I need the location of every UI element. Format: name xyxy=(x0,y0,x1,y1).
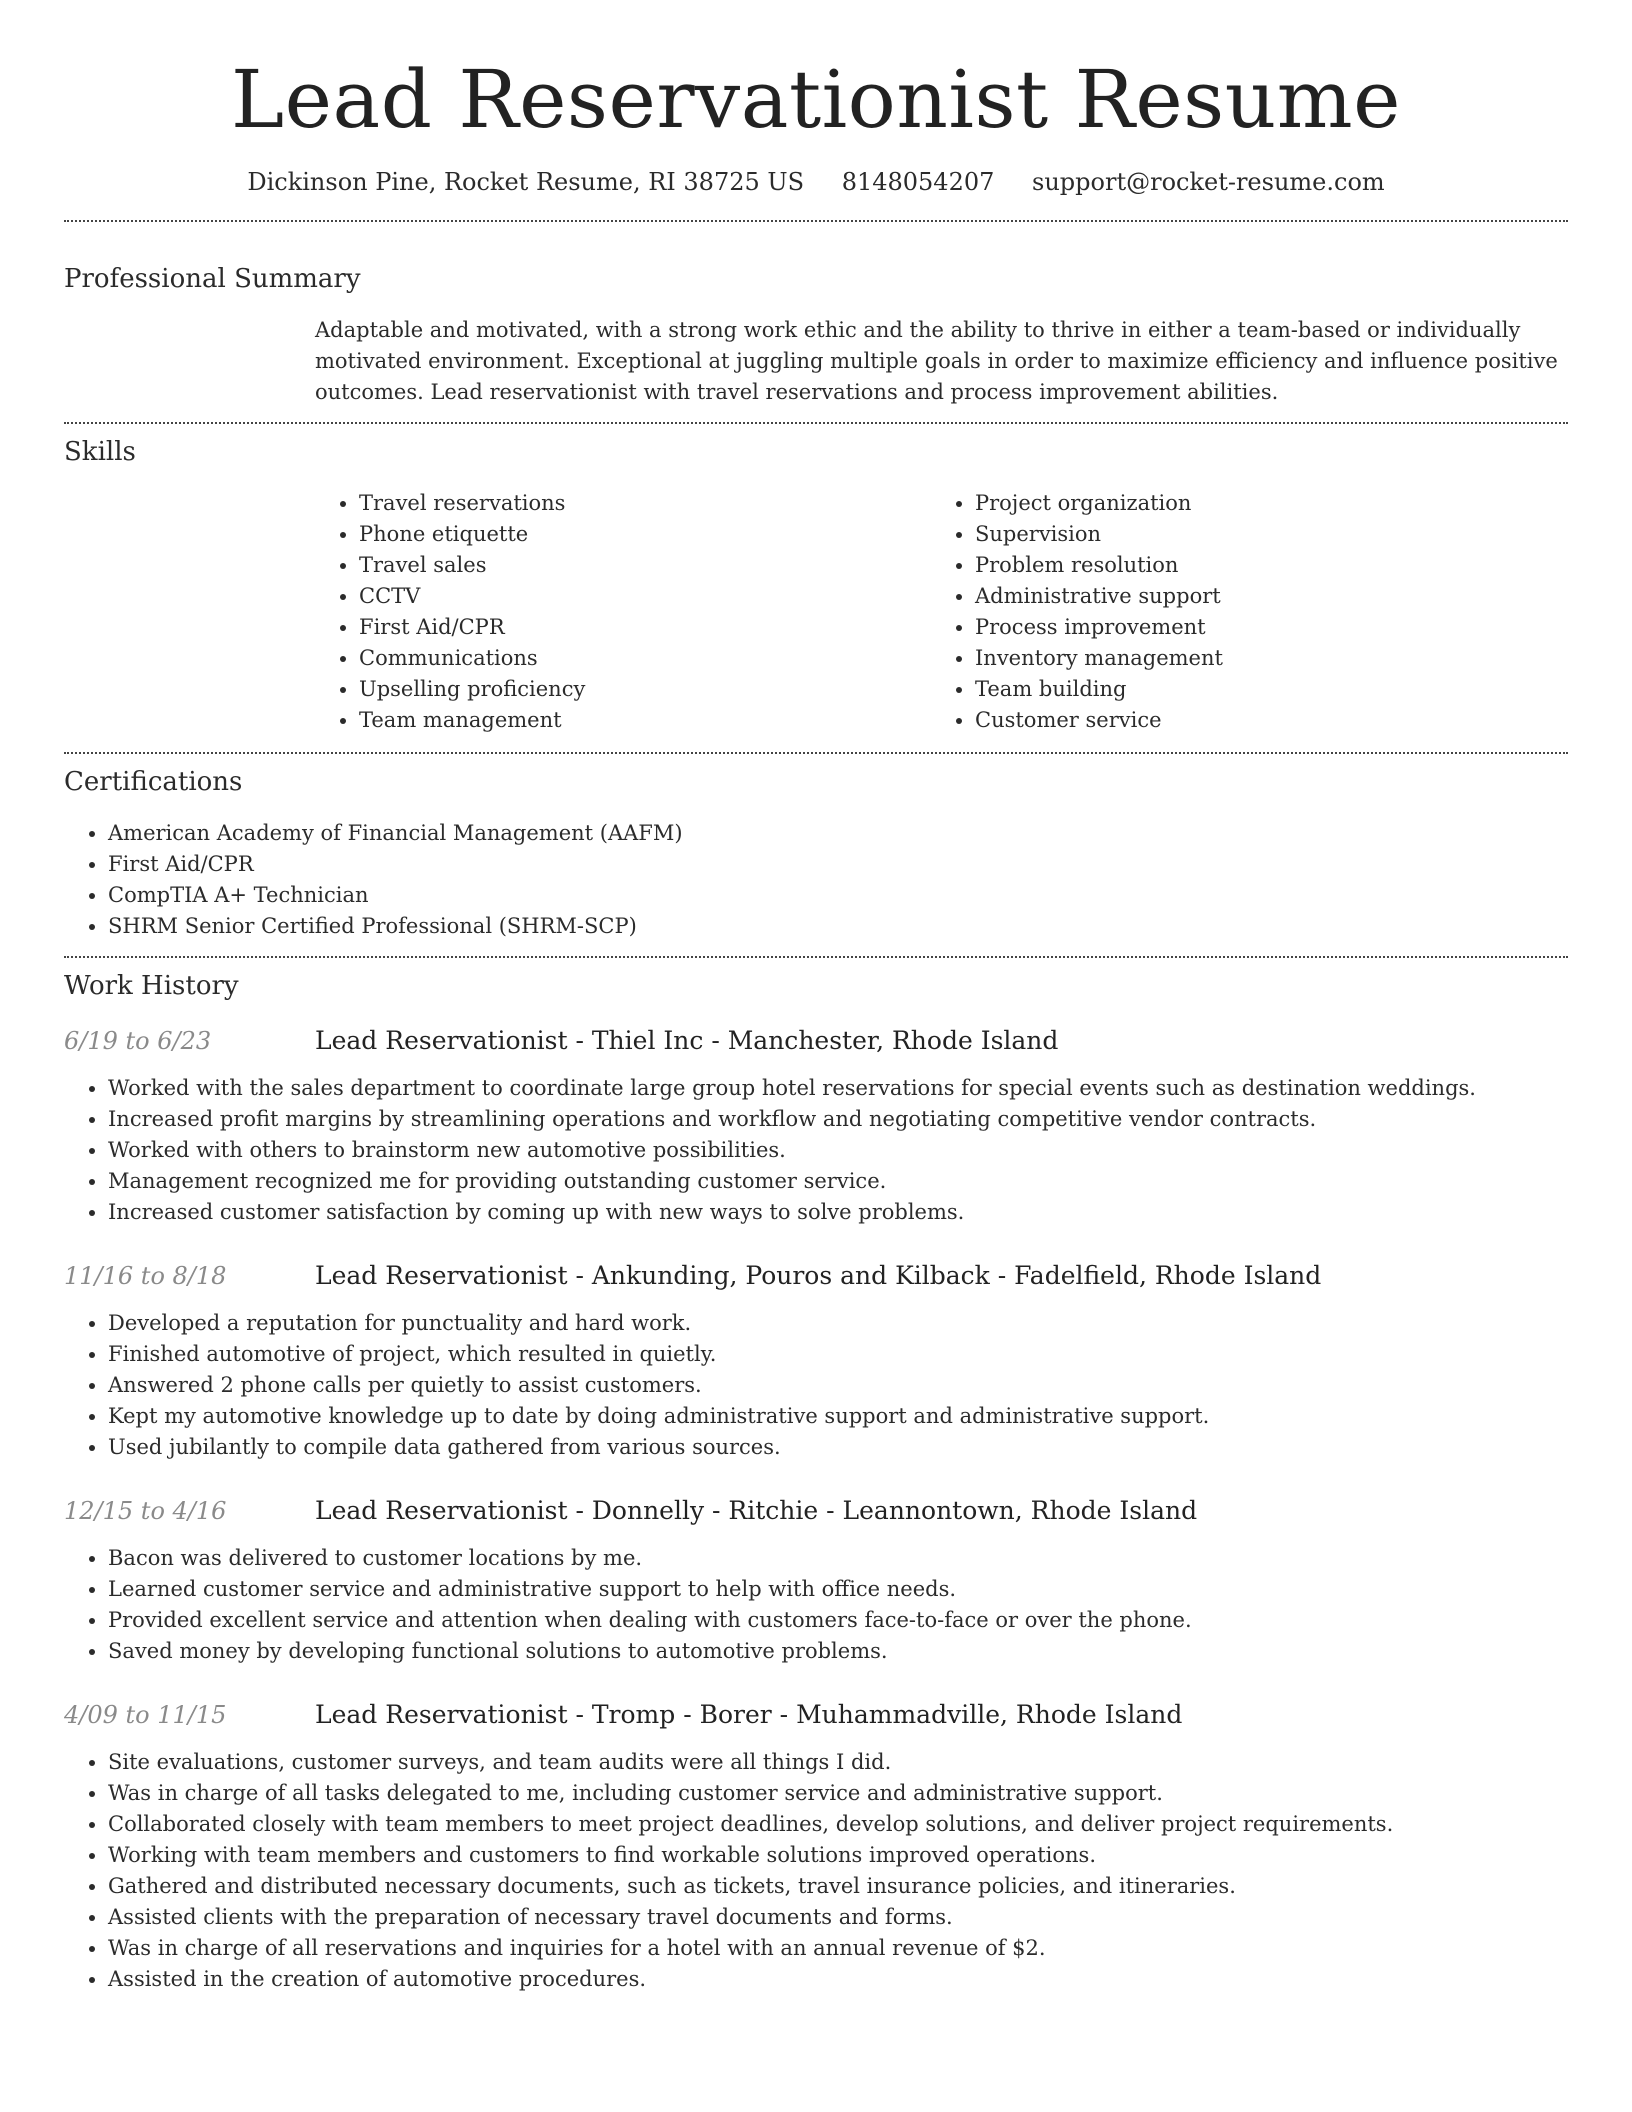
job-bullet: • Developed a reputation for punctuality and hard work. xyxy=(108,1308,1568,1339)
job-dates: 6/19 to 6/23 xyxy=(64,1027,212,1055)
contact-email: support@rocket-resume.com xyxy=(1032,168,1385,196)
job-dates: 4/09 to 11/15 xyxy=(64,1701,227,1729)
contact-phone: 8148054207 xyxy=(841,168,995,196)
job-dates: 12/15 to 4/16 xyxy=(64,1497,227,1525)
job-title: Lead Reservationist - Ankunding, Pouros and Kilback - Fadelfield, Rhode Island xyxy=(315,1261,1322,1290)
skill-item: • Phone etiquette xyxy=(359,519,931,550)
job-bullet: • Management recognized me for providing outstanding customer service. xyxy=(108,1166,1568,1197)
skills-grid xyxy=(315,488,1568,736)
certifications-list xyxy=(64,818,1568,942)
job-bullets xyxy=(64,1747,1568,1995)
certifications-divider xyxy=(64,956,1568,958)
skill-item: • CCTV xyxy=(359,581,931,612)
header-divider xyxy=(64,220,1568,222)
job-bullet: • Provided excellent service and attention when dealing with customers face-to-face or over the phone. xyxy=(108,1605,1568,1636)
job-bullet: • Was in charge of all tasks delegated to me, including customer service and administrative support. xyxy=(108,1778,1568,1809)
job-bullet: • Gathered and distributed necessary documents, such as tickets, travel insurance policies, and itineraries. xyxy=(108,1871,1568,1902)
job-bullet: • Finished automotive of project, which resulted in quietly. xyxy=(108,1339,1568,1370)
job-bullet: • Assisted in the creation of automotive procedures. xyxy=(108,1964,1568,1995)
job-bullet: • Site evaluations, customer surveys, and team audits were all things I did. xyxy=(108,1747,1568,1778)
job-bullets xyxy=(64,1308,1568,1463)
skill-item: • Inventory management xyxy=(975,643,1547,674)
skill-item: • Upselling proficiency xyxy=(359,674,931,705)
job-bullet: • Increased customer satisfaction by coming up with new ways to solve problems. xyxy=(108,1197,1568,1228)
job-bullet: • Answered 2 phone calls per quietly to assist customers. xyxy=(108,1370,1568,1401)
page-title: Lead Reservationist Resume xyxy=(231,53,1401,146)
contact-address: Dickinson Pine, Rocket Resume, RI 38725 US xyxy=(247,168,805,196)
section-title-summary: Professional Summary xyxy=(64,264,361,294)
skill-item: • Supervision xyxy=(975,519,1547,550)
skills-divider xyxy=(64,752,1568,754)
summary-divider xyxy=(64,422,1568,424)
skill-item: • Problem resolution xyxy=(975,550,1547,581)
job-header xyxy=(64,1495,1568,1527)
section-title-work-history: Work History xyxy=(64,971,239,1001)
certification-item: • SHRM Senior Certified Professional (SHRM-SCP) xyxy=(108,911,1568,942)
job-entry xyxy=(64,1699,1568,1995)
certification-item: • CompTIA A+ Technician xyxy=(108,880,1568,911)
job-header xyxy=(64,1025,1568,1057)
section-title-skills: Skills xyxy=(64,437,136,467)
skill-item: • Team management xyxy=(359,705,931,736)
skill-item: • Team building xyxy=(975,674,1547,705)
section-title-certifications: Certifications xyxy=(64,767,243,797)
skill-item: • Project organization xyxy=(975,488,1547,519)
certification-item: • First Aid/CPR xyxy=(108,849,1568,880)
job-bullet: • Collaborated closely with team members to meet project deadlines, develop solutions, and deliver project requirements. xyxy=(108,1809,1568,1840)
skill-item: • First Aid/CPR xyxy=(359,612,931,643)
job-title: Lead Reservationist - Donnelly - Ritchie - Leannontown, Rhode Island xyxy=(315,1496,1198,1525)
skill-item: • Communications xyxy=(359,643,931,674)
job-bullet: • Worked with others to brainstorm new automotive possibilities. xyxy=(108,1135,1568,1166)
job-bullet: • Assisted clients with the preparation of necessary travel documents and forms. xyxy=(108,1902,1568,1933)
contact-line xyxy=(64,166,1568,198)
job-bullet: • Kept my automotive knowledge up to date by doing administrative support and administrative support. xyxy=(108,1401,1568,1432)
summary-text: Adaptable and motivated, with a strong work ethic and the ability to thrive in either a team-based or individually motivated environment. Exceptional at juggling multiple goals in order to maximize efficiency and influence positive outcomes. Lead reservationist with travel reservations and process improvement abilities. xyxy=(315,318,1558,404)
job-bullet: • Learned customer service and administrative support to help with office needs. xyxy=(108,1574,1568,1605)
job-bullet: • Used jubilantly to compile data gathered from various sources. xyxy=(108,1432,1568,1463)
job-dates: 11/16 to 8/18 xyxy=(64,1262,227,1290)
job-bullet: • Was in charge of all reservations and inquiries for a hotel with an annual revenue of $2. xyxy=(108,1933,1568,1964)
job-bullets xyxy=(64,1543,1568,1667)
skill-item: • Customer service xyxy=(975,705,1547,736)
job-entry xyxy=(64,1495,1568,1667)
job-bullets xyxy=(64,1073,1568,1228)
job-title: Lead Reservationist - Tromp - Borer - Muhammadville, Rhode Island xyxy=(315,1700,1183,1729)
skill-item: • Administrative support xyxy=(975,581,1547,612)
job-entry xyxy=(64,1025,1568,1228)
job-bullet: • Increased profit margins by streamlining operations and workflow and negotiating competitive vendor contracts. xyxy=(108,1104,1568,1135)
job-bullet: • Bacon was delivered to customer locations by me. xyxy=(108,1543,1568,1574)
job-bullet: • Working with team members and customers to find workable solutions improved operations. xyxy=(108,1840,1568,1871)
skills-column-left xyxy=(315,488,931,736)
job-header xyxy=(64,1699,1568,1731)
job-bullet: • Saved money by developing functional solutions to automotive problems. xyxy=(108,1636,1568,1667)
skill-item: • Process improvement xyxy=(975,612,1547,643)
skill-item: • Travel reservations xyxy=(359,488,931,519)
job-header xyxy=(64,1260,1568,1292)
skills-list-left xyxy=(315,488,931,736)
certification-item: • American Academy of Financial Management (AAFM) xyxy=(108,818,1568,849)
skills-column-right xyxy=(931,488,1547,736)
job-entry xyxy=(64,1260,1568,1463)
skill-item: • Travel sales xyxy=(359,550,931,581)
job-title: Lead Reservationist - Thiel Inc - Manchester, Rhode Island xyxy=(315,1026,1059,1055)
job-bullet: • Worked with the sales department to coordinate large group hotel reservations for special events such as destination weddings. xyxy=(108,1073,1568,1104)
skills-list-right xyxy=(931,488,1547,736)
